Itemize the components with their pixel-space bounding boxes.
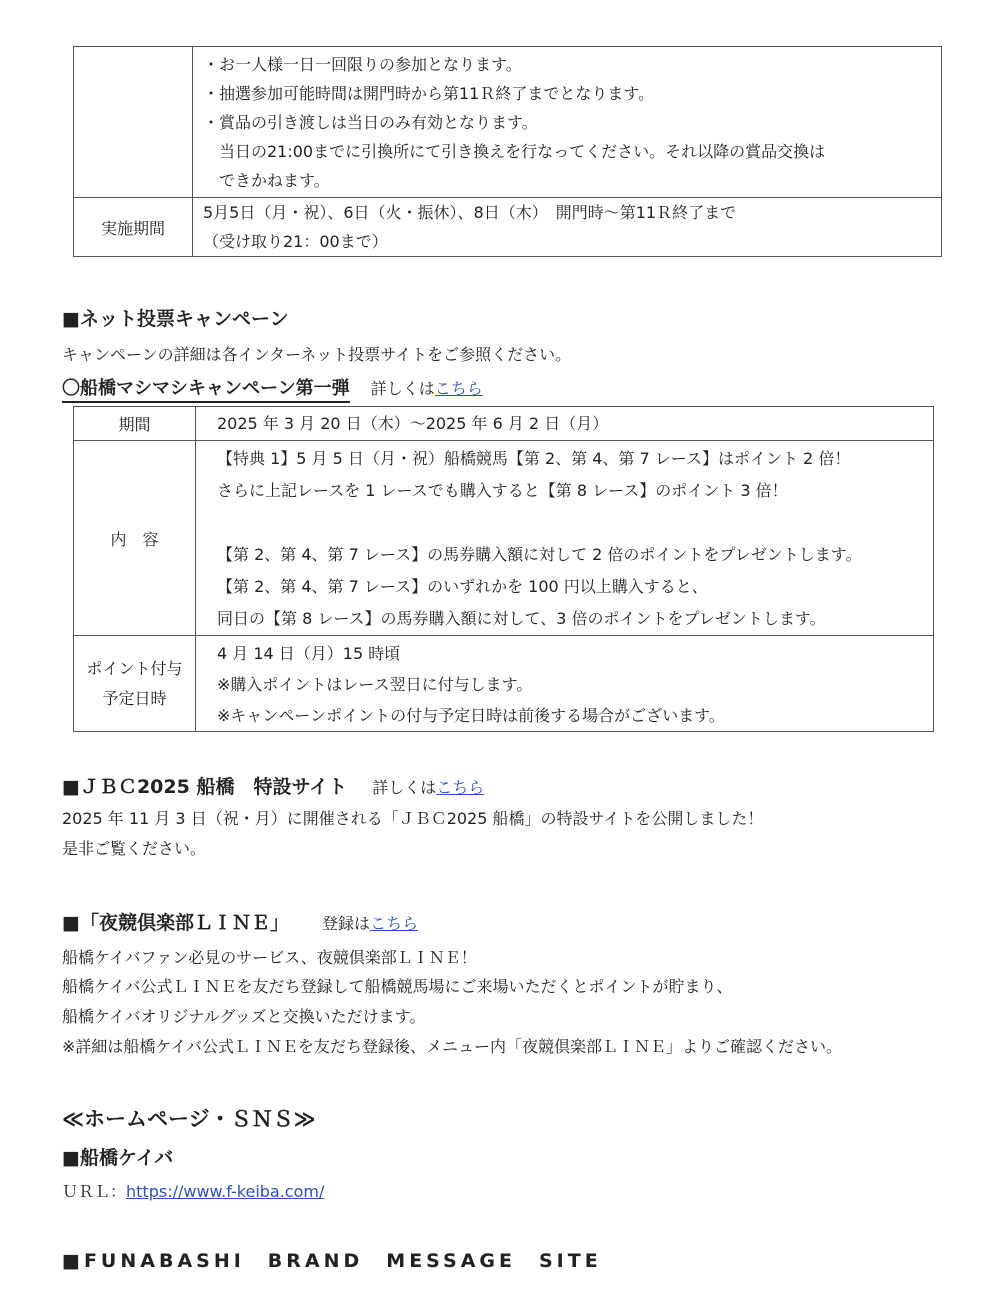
url-row [62, 1179, 324, 1202]
campaign-content-line [217, 507, 933, 539]
campaign-points-line: 4 月 14 日（月）15 時頃 [217, 644, 401, 663]
jbc-heading: ■ＪＢＣ2025 船橋 特設サイト [62, 776, 348, 798]
campaign-table [73, 406, 934, 732]
campaign-content-cell [196, 441, 934, 636]
campaign-points-cell [196, 636, 934, 732]
jbc-text-line: 是非ご覧ください。 [62, 839, 207, 858]
funabashi-keiba-heading: ■船橋ケイバ [62, 1147, 174, 1169]
period-cell [193, 198, 942, 257]
period-label: 実施期間 [74, 198, 193, 257]
line-club-register-prefix: 登録は [322, 914, 371, 933]
rules-label-cell [74, 47, 193, 198]
campaign-points-label [74, 636, 196, 732]
campaign-sub-heading: 〇船橋マシマシキャンペーン第一弾 [62, 374, 350, 403]
line-club-text: ※詳細は船橋ケイバ公式ＬＩＮＥを友だち登録後、メニュー内「夜競倶楽部ＬＩＮＥ」よりご確認ください。 [62, 1037, 842, 1056]
rules-line: ・賞品の引き渡しは当日のみ有効となります。 [203, 113, 538, 132]
campaign-content-line: 同日の【第 8 レース】の馬券購入額に対して、3 倍のポイントをプレゼントします。 [217, 609, 826, 628]
campaign-points-line: ※キャンペーンポイントの付与予定日時は前後する場合がございます。 [217, 706, 725, 725]
campaign-detail-link[interactable]: こちら [434, 379, 483, 398]
rules-line: ・お一人様一日一回限りの参加となります。 [203, 55, 522, 74]
rules-line: できかねます。 [203, 171, 330, 190]
net-campaign-description: キャンペーンの詳細は各インターネット投票サイトをご参照ください。 [62, 345, 572, 364]
campaign-content-line: 【第 2、第 4、第 7 レース】の馬券購入額に対して 2 倍のポイントをプレゼントします。 [217, 545, 862, 564]
homepage-heading: ≪ホームページ・ＳＮＳ≫ [62, 1107, 316, 1131]
rules-content-cell [193, 47, 942, 198]
line-club-register-link[interactable]: こちら [370, 914, 419, 933]
rules-line: 当日の21:00までに引換所にて引き換えを行なってください。それ以降の賞品交換は [203, 142, 826, 161]
line-club-text: 船橋ケイバ公式ＬＩＮＥを友だち登録して船橋競馬場にご来場いただくとポイントが貯まり、 [62, 977, 733, 996]
campaign-content-line: 【第 2、第 4、第 7 レース】のいずれかを 100 円以上購入すると、 [217, 577, 708, 596]
campaign-period-value [196, 407, 934, 441]
campaign-content-label: 内 容 [74, 441, 196, 636]
net-campaign-heading: ■ネット投票キャンペーン [62, 308, 289, 330]
campaign-sub-heading-row [62, 374, 483, 403]
line-club-text: 船橋ケイバオリジナルグッズと交換いただけます。 [62, 1007, 426, 1026]
campaign-points-line: ※購入ポイントはレース翌日に付与します。 [217, 675, 533, 694]
period-line: 5月5日（月・祝）、6日（火・振休）、8日（木） 開門時～第11Ｒ終了まで [203, 203, 737, 222]
url-link[interactable]: https://www.f-keiba.com/ [126, 1182, 325, 1201]
points-label-line-1: ポイント付与 [86, 658, 183, 678]
jbc-detail-prefix: 詳しくは [372, 778, 437, 797]
period-line: （受け取り21：00まで） [203, 232, 388, 251]
jbc-detail-link[interactable]: こちら [436, 778, 485, 797]
line-club-heading-row [62, 908, 418, 935]
brand-site-heading: ■FUNABASHI BRAND MESSAGE SITE [62, 1250, 602, 1272]
points-label-line-2: 予定日時 [102, 688, 167, 708]
jbc-text-line: 2025 年 11 月 3 日（祝・月）に開催される「ＪＢＣ2025 船橋」の特設サイトを公開しました！ [62, 809, 764, 828]
line-club-heading: ■「夜競倶楽部ＬＩＮＥ」 [62, 912, 289, 934]
campaign-content-line: 【特典 1】5 月 5 日（月・祝）船橋競馬【第 2、第 4、第 7 レース】はポイント 2 倍！ [217, 449, 851, 468]
rules-table [73, 46, 942, 257]
campaign-period-label: 期間 [74, 407, 196, 441]
url-label: ＵＲＬ： [62, 1182, 127, 1201]
line-club-text: 船橋ケイバファン必見のサービス、夜競倶楽部ＬＩＮＥ！ [62, 948, 477, 967]
campaign-content-line: さらに上記レースを 1 レースでも購入すると【第 8 レース】のポイント 3 倍！ [217, 481, 788, 500]
jbc-heading-row [62, 772, 484, 799]
campaign-period-text: 2025 年 3 月 20 日（木）～2025 年 6 月 2 日（月） [217, 414, 609, 433]
campaign-detail-prefix: 詳しくは [370, 379, 435, 398]
rules-line: ・抽選参加可能時間は開門時から第11Ｒ終了までとなります。 [203, 84, 655, 103]
